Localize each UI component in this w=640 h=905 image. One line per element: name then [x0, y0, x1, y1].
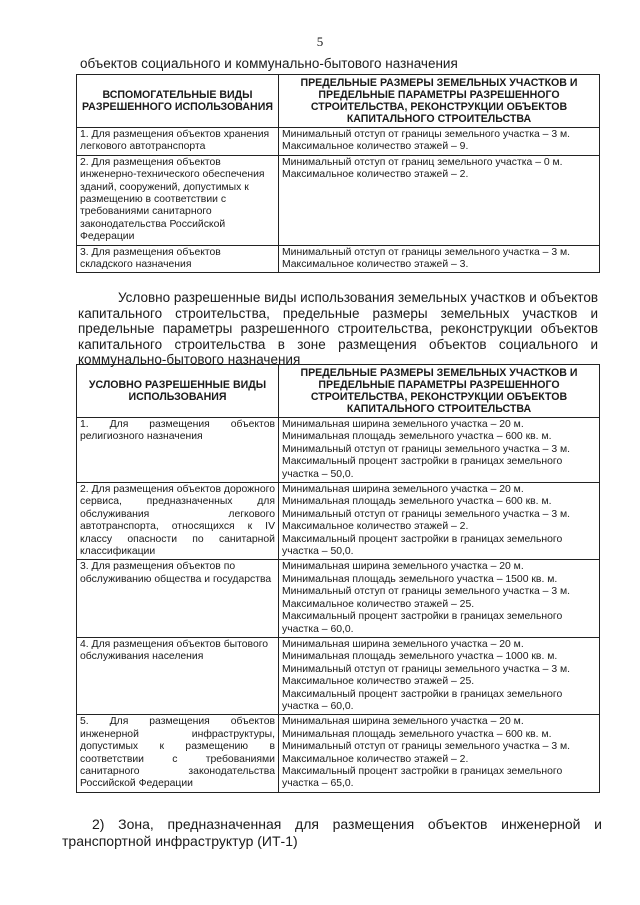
parameter-line: Минимальная ширина земельного участка – 20 м.	[282, 716, 524, 728]
parameter-line: Минимальный отступ от границы земельного участка – 3 м.	[282, 663, 571, 675]
use-parameters	[279, 245, 600, 273]
parameter-line: Максимальный процент застройки в границах земельного участка – 50,0.	[282, 533, 563, 558]
conditional-uses-intro	[78, 290, 598, 368]
use-parameters	[279, 418, 600, 483]
column-header-parameters: ПРЕДЕЛЬНЫЕ РАЗМЕРЫ ЗЕМЕЛЬНЫХ УЧАСТКОВ И ПРЕДЕЛЬНЫЕ ПАРАМЕТРЫ РАЗРЕШЕННОГО СТРОИТЕЛЬСТВА, РЕКОНСТРУКЦИИ ОБЪЕКТОВ КАПИТАЛЬНОГО СТРОИТЕЛЬСТВА	[279, 365, 600, 418]
parameter-line: Максимальное количество этажей – 2.	[282, 521, 469, 533]
parameter-line: Максимальное количество этажей – 9.	[282, 141, 469, 153]
parameter-line: Максимальное количество этажей – 25.	[282, 676, 475, 688]
use-parameters	[279, 637, 600, 714]
parameter-line: Минимальная ширина земельного участка – 20 м.	[282, 638, 524, 650]
use-parameters	[279, 155, 600, 245]
table-row	[77, 245, 600, 273]
parameter-line: Минимальная площадь земельного участка – 600 кв. м.	[282, 496, 552, 508]
use-name: 4. Для размещения объектов бытового обслуживания населения	[77, 637, 279, 714]
table1-caption: объектов социального и коммунально-бытового назначения	[80, 56, 458, 71]
parameter-line: Минимальный отступ от границ земельного участка – 0 м.	[282, 156, 563, 168]
parameter-line: Минимальная ширина земельного участка – 20 м.	[282, 484, 524, 496]
page-number: 5	[316, 34, 324, 49]
use-name: 1. Для размещения объектов хранения легкового автотранспорта	[77, 128, 279, 156]
table-row	[77, 155, 600, 245]
parameter-line: Максимальный процент застройки в границах земельного участка – 60,0.	[282, 688, 563, 712]
parameter-line: Минимальная ширина земельного участка – 20 м.	[282, 419, 524, 430]
parameter-line: Максимальный процент застройки в границах земельного участка – 65,0.	[282, 765, 563, 790]
auxiliary-uses-table	[76, 74, 600, 273]
parameter-line: Минимальный отступ от границы земельного участка – 3 м.	[282, 129, 571, 140]
column-header-uses: УСЛОВНО РАЗРЕШЕННЫЕ ВИДЫ ИСПОЛЬЗОВАНИЯ	[77, 365, 279, 418]
table-row	[77, 418, 600, 483]
parameter-line: Минимальный отступ от границы земельного участка – 3 м.	[282, 586, 571, 598]
table-row	[77, 483, 600, 560]
use-name: 1. Для размещения объектов религиозного назначения	[77, 418, 279, 483]
conditional-uses-table	[76, 364, 600, 793]
use-parameters	[279, 483, 600, 560]
use-name: 5. Для размещения объектов инженерной инфраструктуры, допустимых к размещению в соответствии с требованиями санитарного законодательства Российской Федерации	[77, 715, 279, 792]
table-header-row	[77, 75, 600, 128]
parameter-line: Минимальная ширина земельного участка – 20 м.	[282, 561, 524, 573]
parameter-line: Максимальное количество этажей – 3.	[282, 259, 469, 271]
parameter-line: Максимальное количество этажей – 2.	[282, 169, 469, 181]
parameter-line: Минимальная площадь земельного участка – 1500 кв. м.	[282, 573, 558, 585]
parameter-line: Минимальная площадь земельного участка – 1000 кв. м.	[282, 651, 558, 663]
parameter-line: Максимальное количество этажей – 25.	[282, 598, 475, 610]
use-parameters	[279, 128, 600, 156]
use-name: 2. Для размещения объектов дорожного сервиса, предназначенных для обслуживания легкового автотранспорта, относящихся к IV классу опасности по санитарной классификации	[77, 483, 279, 560]
table-header-row	[77, 365, 600, 418]
parameter-line: Максимальный процент застройки в границах земельного участка – 60,0.	[282, 611, 563, 635]
column-header-uses: ВСПОМОГАТЕЛЬНЫЕ ВИДЫ РАЗРЕШЕННОГО ИСПОЛЬЗОВАНИЯ	[77, 75, 279, 128]
table-row	[77, 128, 600, 156]
parameter-line: Минимальный отступ от границы земельного участка – 3 м.	[282, 246, 571, 258]
use-parameters	[279, 715, 600, 792]
use-name: 3. Для размещения объектов складского назначения	[77, 245, 279, 273]
parameter-line: Минимальный отступ от границы земельного участка – 3 м.	[282, 508, 571, 520]
parameter-line: Минимальный отступ от границы земельного участка – 3 м.	[282, 741, 571, 753]
parameter-line: Минимальный отступ от границы земельного участка – 3 м.	[282, 443, 571, 455]
parameter-line: Минимальная площадь земельного участка – 600 кв. м.	[282, 728, 552, 740]
intro-paragraph: Условно разрешенные виды использования земельных участков и объектов капитального строительства, предельные размеры земельных участков и предельные параметры разрешенного строительства, реконструкции объектов капитального строительства в зоне размещения объектов социального и коммунально-бытового назначения	[78, 290, 598, 367]
column-header-parameters: ПРЕДЕЛЬНЫЕ РАЗМЕРЫ ЗЕМЕЛЬНЫХ УЧАСТКОВ И ПРЕДЕЛЬНЫЕ ПАРАМЕТРЫ РАЗРЕШЕННОГО СТРОИТЕЛЬСТВА, РЕКОНСТРУКЦИИ ОБЪЕКТОВ КАПИТАЛЬНОГО СТРОИТЕЛЬСТВА	[279, 75, 600, 128]
parameter-line: Минимальная площадь земельного участка – 600 кв. м.	[282, 431, 552, 443]
table-row	[77, 560, 600, 637]
use-parameters	[279, 560, 600, 637]
use-name: 3. Для размещения объектов по обслуживанию общества и государства	[77, 560, 279, 637]
table-row	[77, 637, 600, 714]
parameter-line: Максимальное количество этажей – 2.	[282, 753, 469, 765]
use-name: 2. Для размещения объектов инженерно-технического обеспечения зданий, сооружений, допустимых к размещению в соответствии с требованиями санитарного законодательства Российской Федерации	[77, 155, 279, 245]
zone-heading: 2) Зона, предназначенная для размещения объектов инженерной и транспортной инфраструктур (ИТ-1)	[62, 816, 602, 849]
parameter-line: Максимальный процент застройки в границах земельного участка – 50,0.	[282, 456, 563, 480]
table-row	[77, 715, 600, 792]
